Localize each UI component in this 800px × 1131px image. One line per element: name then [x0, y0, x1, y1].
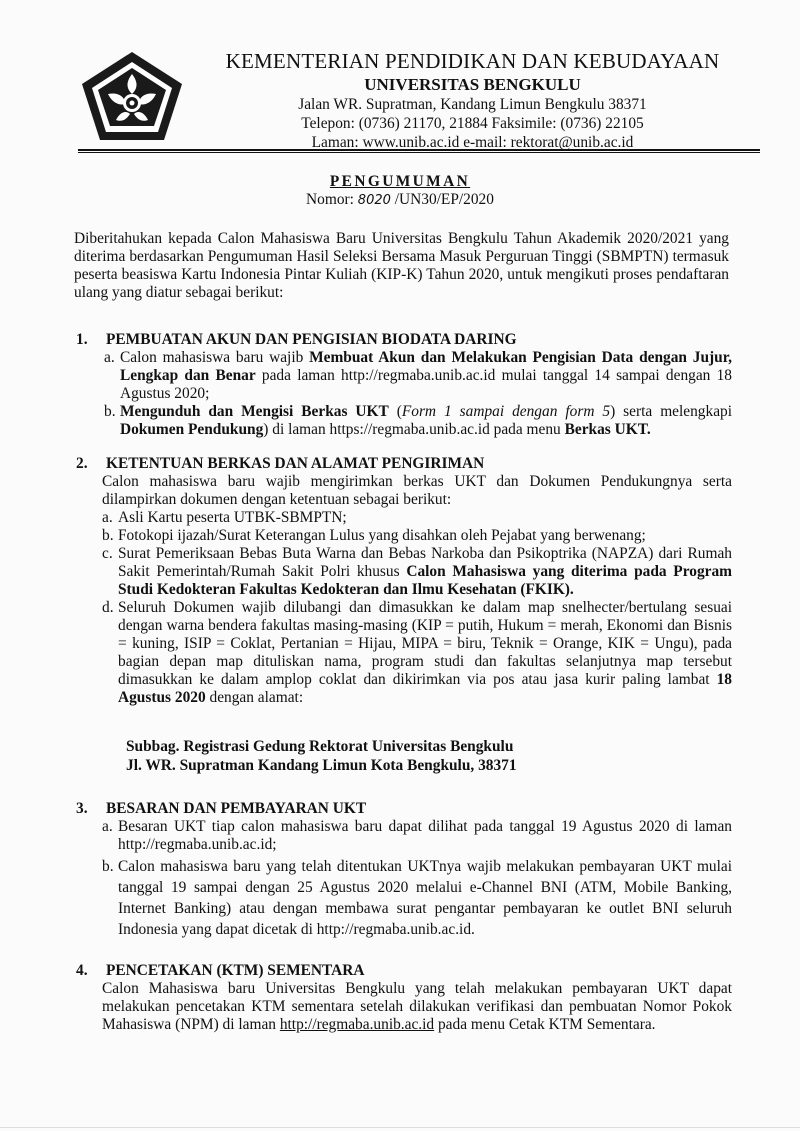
section-heading	[76, 962, 732, 980]
text-run: pada menu Cetak KTM Sementara.	[434, 1016, 656, 1033]
section-title: KETENTUAN BERKAS DAN ALAMAT PENGIRIMAN	[106, 455, 485, 472]
university-logo-icon	[78, 48, 186, 144]
item-text: Asli Kartu peserta UTBK-SBMPTN;	[118, 509, 347, 526]
handwritten-number: 8020	[357, 193, 391, 208]
list-item	[76, 599, 732, 707]
text-run: dengan alamat:	[205, 689, 304, 706]
item-marker: d.	[102, 599, 114, 616]
address-line-1: Subbag. Registrasi Gedung Rektorat Universitas Bengkulu	[126, 738, 514, 755]
ministry-name: KEMENTERIAN PENDIDIKAN DAN KEBUDAYAAN	[225, 49, 720, 73]
text-run-bold: Membuat Akun dan Melakukan Pengisian Data dengan Jujur, Lengkap dan Benar	[120, 349, 732, 384]
text-run: (	[388, 403, 402, 420]
section-title: PENCETAKAN (KTM) SEMENTARA	[106, 962, 365, 979]
number-label: Nomor:	[306, 191, 354, 208]
mailing-address	[126, 737, 517, 775]
item-text	[118, 599, 732, 707]
university-name: UNIVERSITAS BENGKULU	[364, 75, 581, 94]
section-heading	[76, 455, 732, 473]
item-text: Fotokopi ijazah/Surat Keterangan Lulus yang disahkan oleh Pejabat yang berwenang;	[118, 527, 646, 544]
page-bottom-edge	[0, 1127, 800, 1128]
item-marker: a.	[102, 818, 113, 835]
item-marker: b.	[104, 403, 116, 420]
text-run: ) di laman https://regmaba.unib.ac.id pada menu	[263, 421, 565, 438]
letterhead-divider	[78, 149, 760, 151]
section-title: BESARAN DAN PEMBAYARAN UKT	[106, 800, 367, 817]
text-run: Calon mahasiswa baru wajib	[120, 349, 310, 366]
page-title: PENGUMUMAN	[329, 173, 471, 190]
item-marker: a.	[102, 509, 113, 526]
section-4	[76, 962, 732, 1034]
regmaba-link[interactable]: http://regmaba.unib.ac.id	[279, 1016, 435, 1033]
list-item	[76, 349, 732, 403]
list-item	[76, 856, 732, 940]
section-number: 2.	[76, 455, 88, 472]
announcement-title	[0, 173, 800, 210]
address-line-2: Jl. WR. Supratman Kandang Limun Kota Bengkulu, 38371	[126, 757, 517, 774]
text-run-bold: 18 Agustus 2020	[118, 671, 732, 706]
letterhead	[190, 48, 755, 152]
item-text: Calon mahasiswa baru yang telah ditentukan UKTnya wajib melakukan pembayaran UKT mulai tanggal 19 sampai dengan 25 Agustus 2020 melalui e-Channel BNI (ATM, Mobile Banking, Internet Banking) atau dengan membawa surat pengantar pembayaran ke outlet BNI seluruh Indonesia yang dapat dicetak di http://regmaba.unib.ac.id.	[118, 858, 732, 938]
text-run: pada laman http://regmaba.unib.ac.id mulai tanggal 14 sampai dengan 18 Agustus 2020;	[120, 367, 732, 402]
item-text: Besaran UKT tiap calon mahasiswa baru dapat dilihat pada tanggal 19 Agustus 2020 di laman http://regmaba.unib.ac.id;	[118, 818, 732, 853]
letterhead-divider-thin	[78, 152, 760, 153]
text-run-italic: Form 1 sampai dengan form 5	[401, 403, 611, 420]
item-text	[118, 545, 732, 599]
university-address: Jalan WR. Supratman, Kandang Limun Bengkulu 38371	[298, 96, 647, 113]
announcement-number	[0, 191, 800, 210]
text-run-bold: Berkas UKT.	[564, 421, 651, 438]
section-body	[76, 980, 732, 1034]
section-body: Calon mahasiswa baru wajib mengirimkan berkas UKT dan Dokumen Pendukungnya serta dilampirkan dokumen dengan ketentuan sebagai berikut:	[102, 473, 732, 508]
text-run: Seluruh Dokumen wajib dilubangi dan dimasukkan ke dalam map snelhecter/bertulang sesuai dengan warna bendera fakultas masing-masing (KIP = putih, Hukum = merah, Ekonomi dan Bisnis = kuning, ISIP = Coklat, Pertanian = Hijau, MIPA = biru, Teknik = Orange, KIK = Ungu), pada bagian depan map dituliskan nama, program studi dan fakultas selanjutnya map tersebut dimasukkan ke dalam amplop coklat dan dikirimkan via pos atau jasa kurir paling lambat	[118, 599, 732, 688]
section-1	[76, 331, 732, 439]
list-item	[76, 509, 732, 527]
text-run-bold: Dokumen Pendukung	[120, 421, 264, 438]
section-title: PEMBUATAN AKUN DAN PENGISIAN BIODATA DARING	[106, 331, 517, 348]
list-item	[76, 818, 732, 854]
section-number: 4.	[76, 962, 88, 979]
section-number: 3.	[76, 800, 88, 817]
section-heading	[76, 800, 732, 818]
number-suffix: /UN30/EP/2020	[394, 191, 494, 208]
text-run-bold: Mengunduh dan Mengisi Berkas UKT	[120, 403, 389, 420]
university-phone: Telepon: (0736) 21170, 21884 Faksimile: (0736) 22105	[301, 115, 644, 132]
item-text	[120, 403, 732, 439]
text-run: Surat Pemeriksaan Bebas Buta Warna dan Bebas Narkoba dan Psikoptrika (NAPZA) dari Rumah Sakit Pemerintah/Rumah Sakit Polri khusus	[118, 545, 732, 580]
item-text	[120, 349, 732, 403]
item-marker: a.	[104, 349, 115, 366]
university-web: Laman: www.unib.ac.id e-mail: rektorat@unib.ac.id	[311, 134, 634, 151]
list-item	[76, 403, 732, 439]
section-3	[76, 800, 732, 940]
text-run: Calon Mahasiswa baru Universitas Bengkulu yang telah melakukan pembayaran UKT dapat melakukan pencetakan KTM sementara setelah dilakukan verifikasi dan pembuatan Nomor Pokok Mahasiswa (NPM) di laman	[102, 980, 732, 1033]
item-marker: b.	[102, 527, 114, 544]
list-item	[76, 527, 732, 545]
item-marker: b.	[102, 858, 114, 875]
item-marker: c.	[102, 545, 113, 562]
list-item	[76, 545, 732, 599]
section-heading	[76, 331, 732, 349]
text-run: ) serta melengkapi	[610, 403, 732, 420]
text-run-bold: Calon Mahasiswa yang diterima pada Program Studi Kedokteran Fakultas Kedokteran dan Ilmu Kesehatan (FKIK).	[118, 563, 732, 598]
section-number: 1.	[76, 331, 88, 348]
section-2	[76, 455, 732, 707]
intro-paragraph: Diberitahukan kepada Calon Mahasiswa Baru Universitas Bengkulu Tahun Akademik 2020/2021 yang diterima berdasarkan Pengumuman Hasil Seleksi Bersama Masuk Perguruan Tinggi (SBMPTN) termasuk peserta beasiswa Kartu Indonesia Pintar Kuliah (KIP-K) Tahun 2020, untuk mengikuti proses pendaftaran ulang yang diatur sebagai berikut:	[74, 230, 729, 301]
